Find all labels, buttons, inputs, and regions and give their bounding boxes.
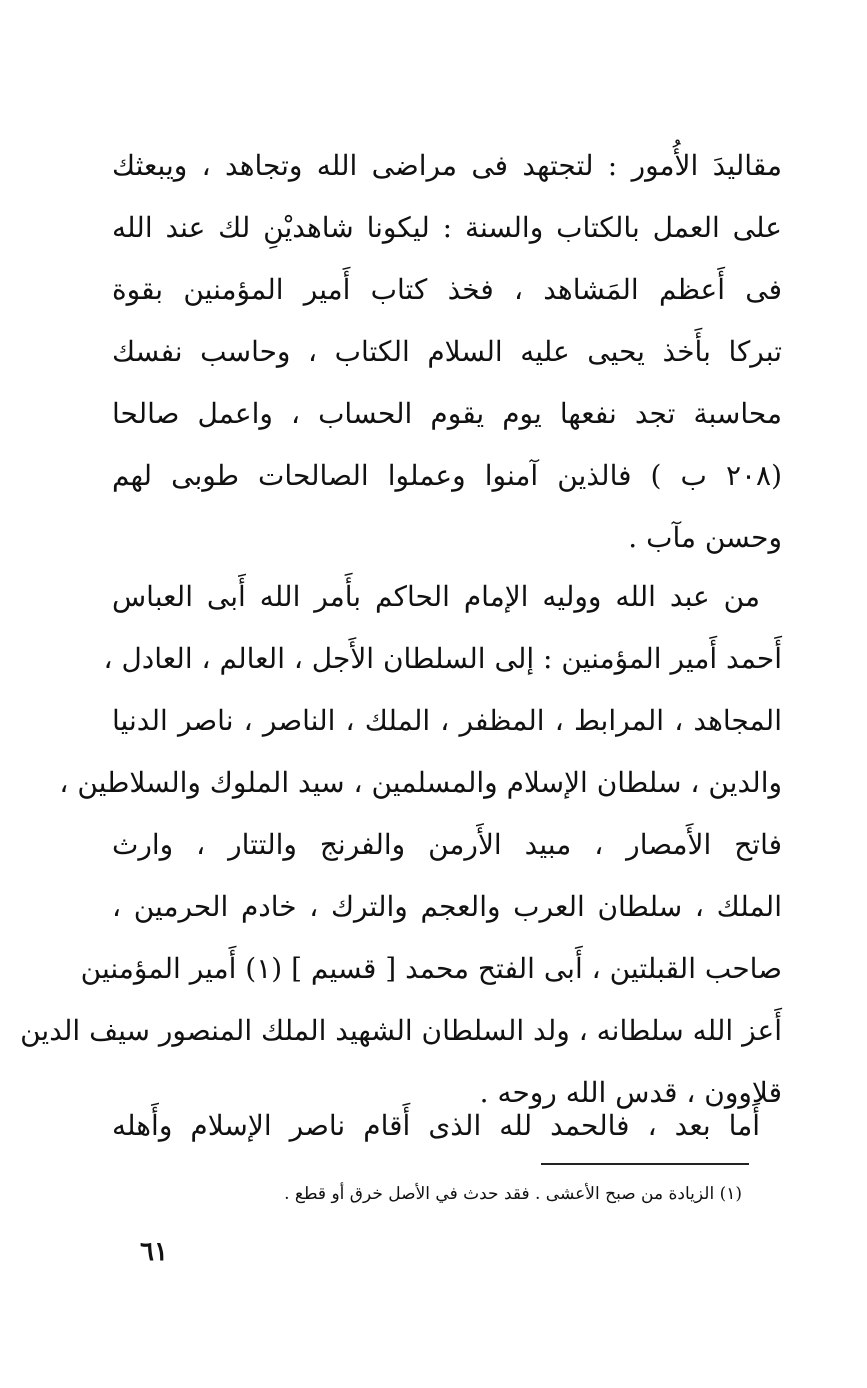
text-line: والدين ، سلطان الإسلام والمسلمين ، سيد الملوك والسلاطين ، [59,766,782,799]
text-line: المجاهد ، المرابط ، المظفر ، الملك ، الناصر ، ناصر الدنيا [112,704,782,737]
text-line: فاتح الأَمصار ، مبيد الأَرمن والفرنج والتتار ، وارث [112,828,782,861]
text-line: أَحمد أَمير المؤمنين : إلى السلطان الأَجل ، العالم ، العادل ، [103,642,782,675]
text-line: أَما بعد ، فالحمد لله الذى أَقام ناصر الإسلام وأَهله [112,1109,760,1142]
footnote: (١) الزيادة من صبح الأعشى . فقد حدث في الأصل خرق أو قطع . [284,1184,742,1204]
text-line: صاحب القبلتين ، أَبى الفتح محمد [ قسيم ] (١) أَمير المؤمنين [80,952,782,985]
text-line: الملك ، سلطان العرب والعجم والترك ، خادم الحرمين ، [112,890,782,923]
paragraph-3 [112,1095,782,1157]
text-line: أَعز الله سلطانه ، ولد السلطان الشهيد الملك المنصور سيف الدين [20,1014,782,1047]
text-line: مقاليدَ الأُمور : لتجتهد فى مراضى الله وتجاهد ، ويبعثك [112,149,782,182]
text-line: وحسن مآب . [628,521,782,554]
paragraph-2 [20,566,782,1124]
text-line: على العمل بالكتاب والسنة : ليكونا شاهديْنِ لك عند الله [112,211,782,244]
text-line: فى أَعظم المَشاهد ، فخذ كتاب أَمير المؤمنين بقوة [112,273,782,306]
footnote-divider [541,1163,749,1165]
text-line: من عبد الله ووليه الإمام الحاكم بأَمر الله أَبى العباس [112,580,760,613]
text-line: تبركا بأَخذ يحيى عليه السلام الكتاب ، وحاسب نفسك [112,335,782,368]
text-line: قلاوون ، قدس الله روحه . [479,1076,782,1109]
text-line: (٢٠٨ ب ) فالذين آمنوا وعملوا الصالحات طوبى لهم [112,459,782,492]
page-number: ٦١ [140,1237,168,1267]
text-line: محاسبة تجد نفعها يوم يقوم الحساب ، واعمل صالحا [112,397,782,430]
paragraph-1 [112,135,782,569]
